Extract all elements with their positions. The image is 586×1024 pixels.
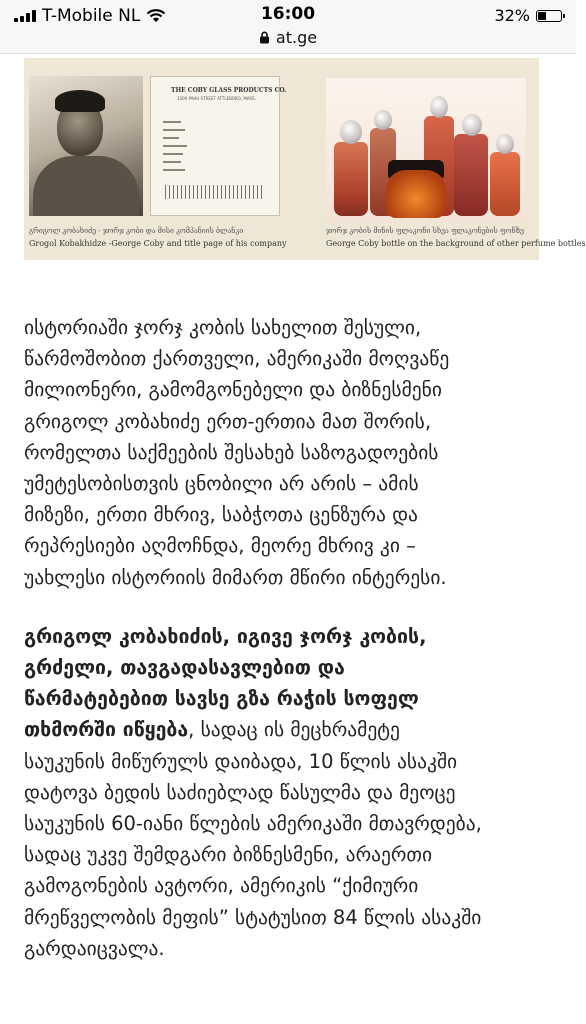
paragraph-line: დატოვა ბედის საძიებლად წასულმა და მეოცე [24, 780, 456, 804]
paragraph-line: სადაც უკვე შემდგარი ბიზნესმენი, არაერთი [24, 843, 433, 867]
perfume-bottles-photo [326, 78, 526, 222]
paragraph-line: მრეწველობის მეფის” სტატუსით 84 წლის ასაკში [24, 905, 482, 929]
battery-percent: 32% [494, 6, 530, 25]
paragraph-line: უმეტესობისთვის ცნობილი არ არის – ამის [24, 472, 419, 496]
paragraph-line-mixed [24, 714, 552, 745]
paragraph-line-bold: გრიგოლ კობახიძის, იგივე ჯორჯ კობის, [24, 624, 427, 648]
letterhead-title: THE COBY GLASS PRODUCTS CO. [171, 87, 287, 94]
regular-fragment: , სადაც ის მეცხრამეტე [188, 718, 400, 742]
caption-left-georgian: გრიგოლ კობახიძე - ჯორჯ კობი და მისი კომპანიის ბლანკი [29, 227, 244, 235]
address-bar[interactable] [0, 28, 576, 47]
paragraph-2 [24, 621, 552, 964]
paragraph-line: საუკუნის მიწურულს დაიბადა, 10 წლის ასაკში [24, 749, 458, 773]
paragraph-line: გრიგოლ კობახიძე ერთ-ერთია მათ შორის, [24, 409, 432, 433]
paragraph-line: უახლესი ისტორიის მიმართ მწირი ინტერესი. [24, 565, 447, 589]
paragraph-line: წარმოშობით ქართველი, ამერიკაში მოღვაწე [24, 347, 450, 371]
battery-icon [536, 10, 562, 22]
status-bar [0, 0, 576, 54]
lock-icon [259, 31, 270, 44]
article-body [24, 312, 552, 964]
paragraph-line-bold: წარმატებებით სავსე გზა რაჭის სოფელ [24, 687, 419, 711]
company-letterhead [150, 76, 287, 216]
paragraph-1 [24, 312, 552, 593]
paragraph-line: საუკუნის 60-იანი წლების ამერიკაში მთავრდება, [24, 812, 482, 836]
paragraph-line-bold: გრძელი, თავგადასავლებით და [24, 656, 345, 680]
paragraph-line: ისტორიაში ჯორჯ კობის სახელით შესული, [24, 316, 422, 339]
paragraph-line: მილიონერი, გამომგონებელი და ბიზნესმენი [24, 378, 442, 402]
bold-fragment: თხმორში იწყება [24, 718, 189, 742]
portrait-photo [29, 76, 143, 216]
paragraph-line: გარდაიცვალა. [24, 936, 165, 960]
paragraph-line: რომელთა საქმეების შესახებ საზოგადოების [24, 440, 439, 464]
paragraph-line: გამოგონების ავტორი, ამერიკის “ქიმიური [24, 874, 419, 898]
caption-left-english: Grogol Kobakhidze -George Coby and title page of his company [29, 239, 287, 248]
paragraph-line: რეპრესიები აღმოჩნდა, მეორე მხრივ კი – [24, 534, 416, 558]
caption-right-english: George Coby bottle on the background of other perfume bottles [326, 239, 586, 248]
battery-group [494, 6, 562, 25]
letterhead-address: 1009 PAHU STREET ATTLEBORO, MASS. [177, 96, 256, 101]
carrier-name: T-Mobile NL [42, 6, 141, 26]
paragraph-line: მიზეზი, ერთი მხრივ, საბჭოთა ცენზურა და [24, 503, 418, 527]
clock: 16:00 [260, 4, 316, 24]
url-text[interactable]: at.ge [275, 28, 318, 47]
article-hero-image [24, 58, 586, 260]
caption-right-georgian: ჯორჯ კობის მინის ფლაკონი სხვა ფლაკონების ფონზე [326, 227, 524, 235]
